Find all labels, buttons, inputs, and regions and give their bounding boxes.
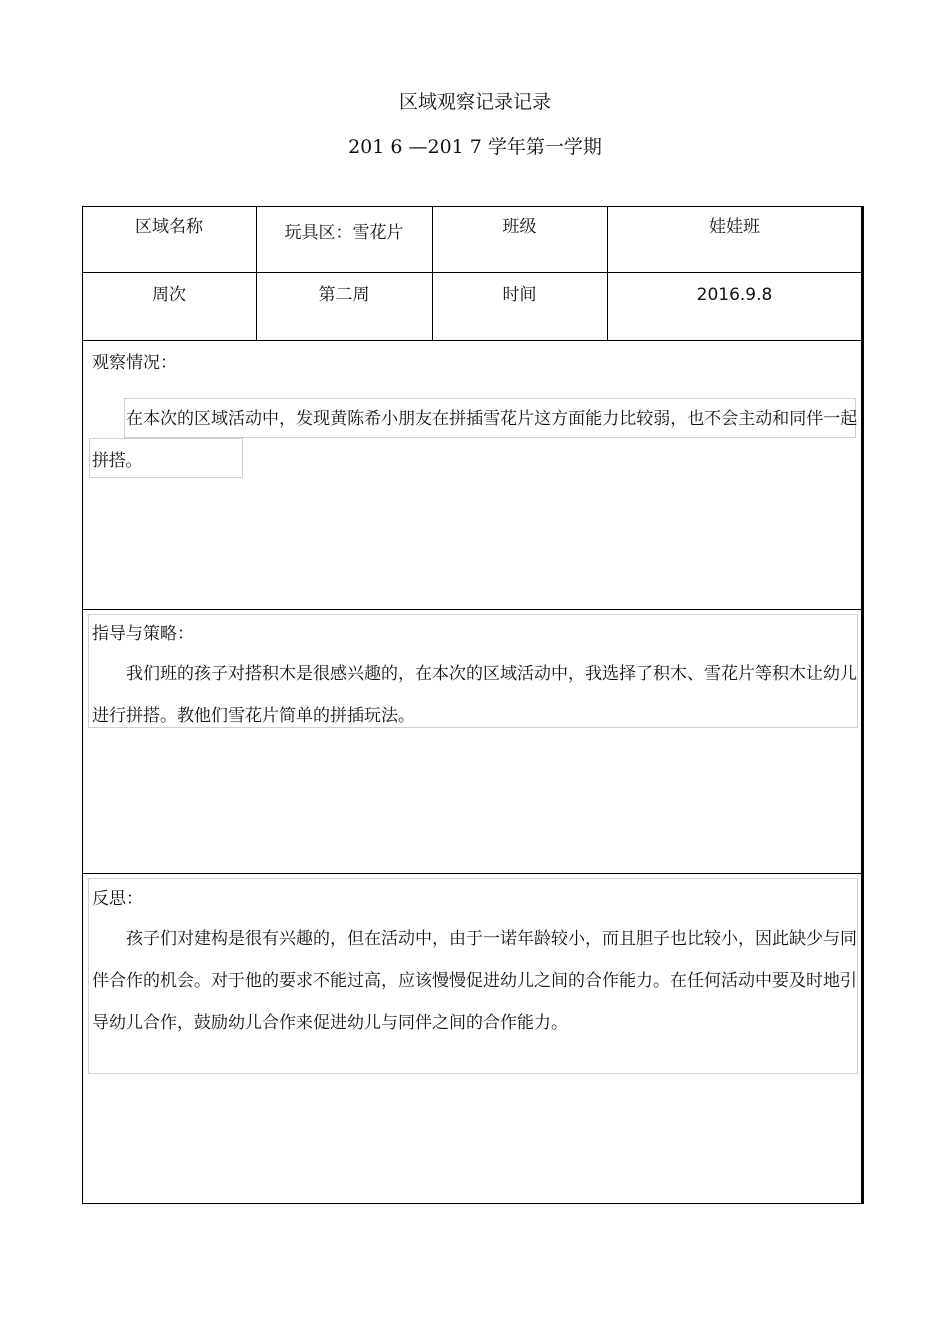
week-value: 第二周 (318, 285, 370, 305)
reflection-title: 反思： (92, 889, 143, 909)
section-divider-1 (82, 609, 862, 610)
guidance-title: 指导与策略： (92, 624, 194, 644)
semester-subtitle: 201 6 —201 7 学年第一学期 (348, 136, 602, 158)
section-divider-2 (82, 873, 862, 874)
area-name-label: 区域名称 (135, 217, 203, 237)
observation-text: 在本次的区域活动中，发现黄陈希小朋友在拼插雪花片这方面能力比较弱，也不会主动和同伴一起拼搭。 (92, 409, 857, 471)
date-label: 时间 (502, 285, 537, 305)
document-title: 区域观察记录记录 (398, 91, 551, 113)
class-label: 班级 (502, 217, 537, 237)
week-label: 周次 (152, 285, 186, 305)
observation-title: 观察情况： (92, 353, 177, 373)
date-value: 2016.9.8 (696, 285, 773, 305)
guidance-text: 我们班的孩子对搭积木是很感兴趣的，在本次的区域活动中，我选择了积木、雪花片等积木让幼儿进行拼搭。教他们雪花片简单的拼插玩法。 (92, 664, 857, 726)
area-name-value: 玩具区：雪花片 (284, 223, 404, 243)
reflection-text: 孩子们对建构是很有兴趣的，但在活动中，由于一诺年龄较小，而且胆子也比较小，因此缺少与同伴合作的机会。对于他的要求不能过高，应该慢慢促进幼儿之间的合作能力。在任何活动中要及时地引导幼儿合作，鼓励幼儿合作来促进幼儿与同伴之间的合作能力。 (92, 929, 857, 1033)
row-divider-1 (82, 272, 862, 273)
class-value: 娃娃班 (709, 217, 760, 237)
row-divider-2 (82, 340, 862, 341)
table-right-edge (862, 206, 864, 1204)
